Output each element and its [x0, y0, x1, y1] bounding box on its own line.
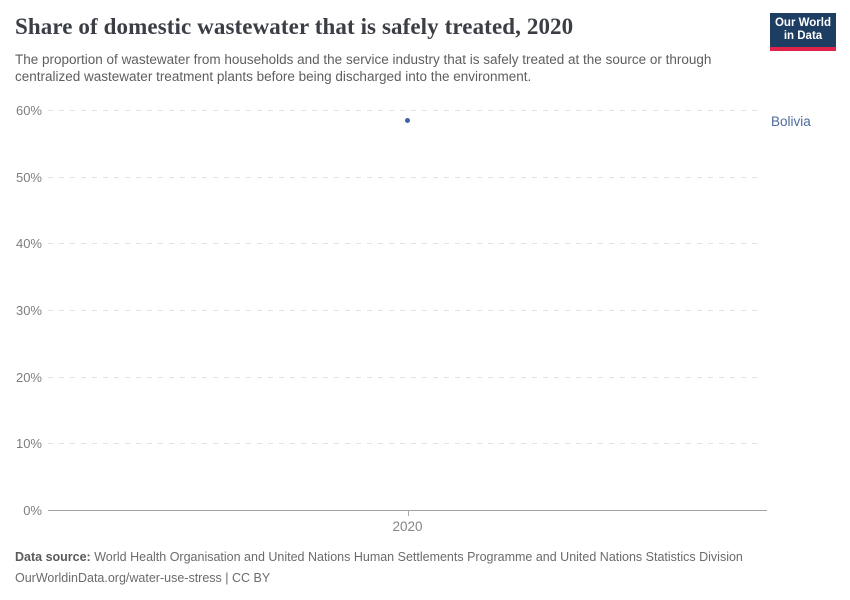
- data-source-line: [15, 547, 835, 568]
- y-axis-tick-label: 50%: [15, 169, 42, 185]
- y-axis-tick-label: 60%: [15, 103, 42, 118]
- y-axis-tick-label: 30%: [15, 303, 42, 318]
- chart-footer: [15, 547, 835, 588]
- data-source-text: World Health Organisation and United Nations Human Settlements Programme and United Nations Statistics Division: [90, 550, 743, 564]
- chart-subtitle: The proportion of wastewater from households and the service industry that is safely treated at the source or through centralized wastewater treatment plants before being discharged into the environment.: [15, 52, 712, 84]
- data-source-label: Data source:: [15, 550, 91, 564]
- x-axis-tick-label: 2020: [392, 519, 423, 534]
- y-axis-tick-label: 40%: [15, 236, 42, 252]
- gridline-60: [48, 110, 762, 111]
- footer-license-line[interactable]: OurWorldinData.org/water-use-stress | CC BY: [15, 570, 271, 585]
- logo-line2: in Data: [783, 30, 823, 42]
- gridline-30: [48, 310, 762, 311]
- y-axis-tick-label: 20%: [15, 369, 42, 385]
- x-axis-tick-mark: [408, 511, 409, 516]
- gridline-40: [48, 243, 762, 244]
- data-point-bolivia[interactable]: [405, 118, 410, 123]
- gridline-20: [48, 377, 762, 378]
- logo-line1: Our World: [774, 17, 831, 29]
- page-title: Share of domestic wastewater that is safely treated, 2020: [15, 14, 574, 39]
- y-axis-tick-label: 10%: [15, 436, 42, 452]
- y-axis-tick-label: 0%: [23, 503, 42, 518]
- gridline-10: [48, 443, 762, 444]
- entity-label-bolivia[interactable]: Bolivia: [771, 113, 811, 129]
- gridline-50: [48, 177, 762, 178]
